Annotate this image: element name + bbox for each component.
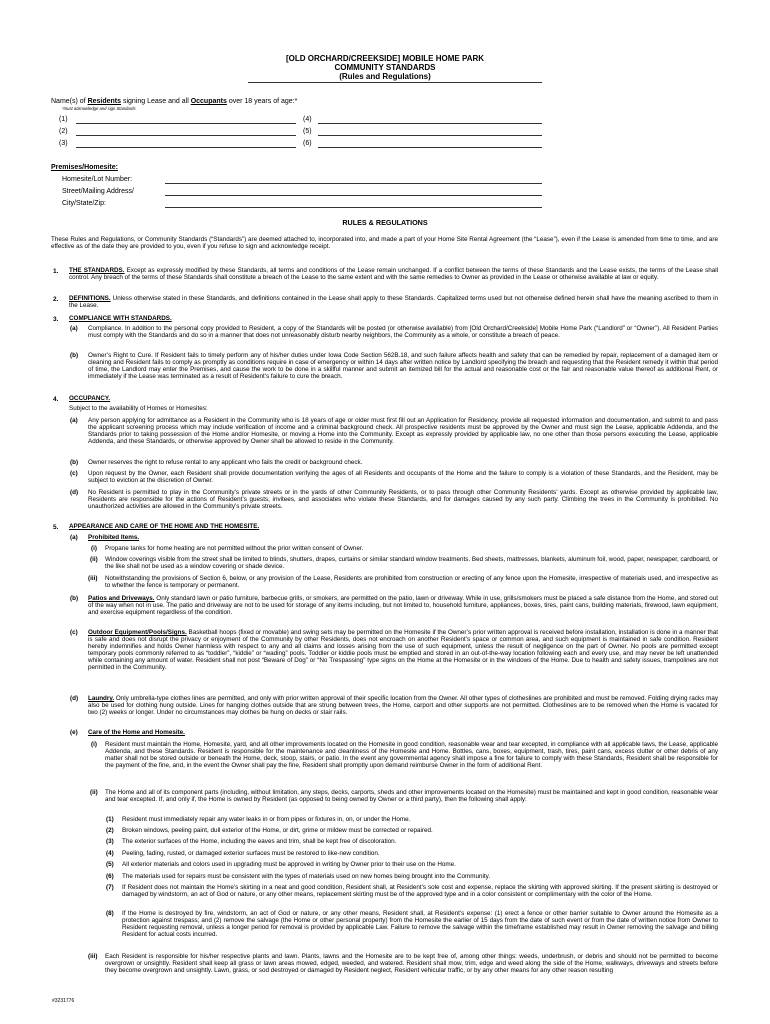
residents-term: Residents (87, 98, 122, 105)
s5-n3-text: The exterior surfaces of the Home, including the eaves and trim, shall be kept free of discoloration. (122, 838, 397, 845)
s4-b-label: (b) (70, 459, 79, 466)
section-4-number: 4. (53, 396, 59, 403)
s5-n5-text: All exterior materials and colors used in upgrading must be approved in writing by Owner prior to their use on the Home. (122, 861, 456, 868)
name-line-3[interactable] (76, 147, 296, 148)
premises-street-label: Street/Mailing Address/ (62, 188, 134, 195)
section-1-title: THE STANDARDS. (69, 267, 125, 274)
section-1-text: THE STANDARDS. Except as expressly modified by these Standards, all terms and conditions of the Lease remain unchanged. If a conflict between the terms of these Standards and the Lease exists, the terms of the Lease shall control. Any breach of the terms of these Standards shall constitute a breach of the Lease to the same extent and with the same remedies to Owner as provided in the Lease or otherwise available at law or equity. (69, 267, 719, 281)
s5-a-i-label: (i) (91, 545, 97, 552)
s5-n7-text: If Resident does not maintain the Home’s skirting in a neat and good condition, Resident shall, at Resident’s sole cost and expense, replace the skirting with approved skirting. If the present skirting is destroyed or damaged by windstorm, an act of God or nature, or any other means, replacement skirting must be of the approved type and in a color consistent or complimentary with the color of the Home. (122, 884, 718, 898)
doc-title-line1: [OLD ORCHARD/CREEKSIDE] MOBILE HOME PARK (285, 54, 485, 63)
s5-n4-label: (4) (106, 850, 114, 857)
name-line-6[interactable] (318, 147, 542, 148)
names-note: *must acknowledge and sign Standards (62, 106, 136, 111)
s5-n6-label: (6) (106, 873, 114, 880)
s5-a-iii-text: Notwithstanding the provisions of Section 6, below, or any provision of the Lease, Residents are prohibited from construction or erecting of any fence upon the Homesite, irrespective of materials used, and irrespective as to whether the fence is temporary or permanent. (105, 575, 718, 589)
s5-n3-label: (3) (106, 838, 114, 845)
premises-title: Premises/Homesite: (51, 164, 118, 171)
intro-paragraph: These Rules and Regulations, or Community Standards (“Standards”) are deemed attached to, incorporated into, and made a part of your Home Site Rental Agreement (the “Lease”), even if the Lease is amended from time to time, and are effective as of the date they are provided to you, even if you refuse to sign and acknowledge receipt. (51, 236, 718, 250)
s5-b-title: Patios and Driveways. (88, 595, 155, 602)
s4-subtitle: Subject to the availability of Homes or Homesites: (69, 405, 208, 412)
s5-e-label: (e) (70, 729, 78, 736)
s5-a-ii-label: (ii) (90, 556, 98, 563)
s3-a-label: (a) (70, 325, 78, 332)
name-slot-5: (5) (303, 128, 312, 135)
s5-b-label: (b) (70, 595, 79, 602)
s3-a-text: Compliance. In addition to the personal copy provided to Resident, a copy of the Standards will be posted (or otherwise available) from [Old Orchard/Creekside] Mobile Home Park (“Landlord” or “Owner”). All Resident Parties must comply with the Standards and do so in a manner that does not unreasonably disturb nearby neighbors, the Community as a whole, or constitute a breach of peace. (88, 325, 718, 339)
premises-street-line[interactable] (165, 195, 542, 196)
s5-e-title: Care of the Home and Homesite. (88, 729, 185, 736)
s5-e-ii-label: (ii) (90, 789, 98, 796)
s5-a-label: (a) (70, 534, 78, 541)
section-2-title: DEFINITIONS. (69, 295, 111, 302)
name-slot-3: (3) (59, 140, 68, 147)
doc-title-line2: COMMUNITY STANDARDS (334, 63, 436, 72)
doc-title-line3: (Rules and Regulations) (339, 72, 431, 81)
name-line-2[interactable] (76, 135, 296, 136)
section-3-title: COMPLIANCE WITH STANDARDS. (69, 315, 172, 322)
s5-n1-label: (1) (106, 816, 114, 823)
s5-n7-label: (7) (106, 884, 114, 891)
s4-a-label: (a) (70, 417, 78, 424)
s5-n8-text: If the Home is destroyed by fire, windstorm, an act of God or nature, or any other means, Resident shall, at Resident’s expense: (1) erect a fence or other barrier suitable to Owner around the Homesite as a protection against trespass; and (2) remove the salvage (the Home or other personal property) from the Homesite the earlier of 15 days from the date of such event or from the date of written notice from Owner to Resident requesting removal, unless a longer period for removal is provided by applicable Law. Failure to remove the salvage within the timeframe established may result in Owner removing the salvage and billing Resident for actual costs incurred. (122, 910, 718, 938)
s5-e-i-text: Resident must maintain the Home, Homesite, yard, and all other improvements located on the Homesite in good condition, reasonable wear and tear excepted, in compliance with all applicable laws, the Lease, applicable Addenda, and these Standards. Resident is responsible for the maintenance and cleanliness of the Homesite and Home. Bottles, cans, boxes, equipment, trash, tires, paint cans, excess clutter or other debris of any matter shall not be stored outside or beneath the Home, deck, stoop, stairs, or patio. In the event any governmental agency shall impose a fine for failure to comply with these Standards, Resident shall be responsible for the payment of the fine, and, in the event the Owner shall pay the fine, Resident shall promptly upon demand reimburse Owner in the form of additional Rent. (105, 741, 718, 769)
s5-a-i-text: Propane tanks for home heating are not permitted without the prior written consent of Owner. (105, 545, 364, 552)
s3-b-text: Owner’s Right to Cure. If Resident fails to timely perform any of his/her duties under Iowa Code Section 562B.18, and such failure affects health and safety that can be remedied by repair, replacement of a damaged item or cleaning and Resident fails to comply as promptly as conditions require in case of emergency or within 14 days after written notice by Landlord specifying the breach and requesting that the Resident remedy it within that period of time, the Landlord may enter the Premises, and cause the work to be done in a skillful manner and submit an itemized bill for the actual and reasonable cost or the fair and reasonable value thereof as additional Rent, or immediately if the Lease was terminated as a result of Resident’s failure to cure the breach. (88, 352, 718, 380)
s5-b-text: Patios and Driveways. Only standard lawn or patio furniture, barbecue grills, or smokers, are permitted on the patio, lawn or driveway. While in use, grills/smokers must be placed a safe distance from the Home, and stored out of the way when not in use. The patio and driveway are not to be used for storage of any items including, but not limited to, household furniture, appliances, boxes, tires, paint cans, building materials, firewood, lawn equipment, and exercise equipment regardless of the condition. (88, 595, 718, 616)
section-2-text: DEFINITIONS. Unless otherwise stated in these Standards, and definitions contained in the Lease shall apply to these Standards. Capitalized terms used but not otherwise defined herein shall have the meaning ascribed to them in the Lease. (69, 295, 718, 309)
s5-d-title: Laundry. (88, 695, 115, 702)
section-4-title: OCCUPANCY. (69, 395, 111, 402)
header-rule (248, 82, 542, 83)
s5-d-text: Laundry. Only umbrella-type clothes lines are permitted, and only with prior written approval of their specific location from the Owner. All other types of clotheslines are prohibited and must be removed. Folding drying racks may also be used for clothing hung outside. Lines for hanging clothes outside that are strung between trees, the Home, carport and other supports are not permitted. Clotheslines are to be removed when the Home is vacated for two (2) weeks or longer. Under no circumstances may clothes be hung on decks or stair rails. (88, 695, 718, 716)
s5-e-iii-label: (iii) (88, 953, 98, 960)
s5-n2-label: (2) (106, 827, 114, 834)
footer-doc-number: #3231776 (52, 998, 75, 1004)
name-slot-1: (1) (59, 116, 68, 123)
s5-n4-text: Peeling, fading, rusted, or damaged exterior surfaces must be restored to like-new condition. (122, 850, 380, 857)
name-slot-6: (6) (303, 140, 312, 147)
s4-c-text: Upon request by the Owner, each Resident shall provide documentation verifying the ages of all Residents and occupants of the Home and the failure to comply is a violation of these Standards, and the Resident, may be subject to eviction at the discretion of Owner. (88, 470, 718, 484)
s5-a-title: Prohibited Items. (88, 534, 140, 541)
name-slot-2: (2) (59, 128, 68, 135)
name-slot-4: (4) (303, 116, 312, 123)
s4-d-label: (d) (70, 489, 79, 496)
s5-n6-text: The materials used for repairs must be consistent with the types of materials used on new homes being brought into the Community. (122, 873, 491, 880)
s5-e-iii-text: Each Resident is responsible for his/her respective plants and lawn. Plants, lawns and the Homesite are to be kept free of, among other things: weeds, underbrush, or debris and should not be permitted to become overgrown or unsightly. Resident shall keep all grass or lawn areas mowed, edged, weeded, and watered. Resident shall mow, trim, edge and weed along the side of the Home, walkways, driveways and streets before they become overgrown and unsightly. Lawn, grass, or sod destroyed or damaged by Resident neglect, Resident vehicular traffic, or by any other means for any other reason resulting (105, 953, 718, 974)
section-1-number: 1. (53, 268, 59, 275)
s4-b-text: Owner reserves the right to refuse rental to any applicant who fails the credit or background check. (88, 459, 363, 466)
s3-b-label: (b) (70, 352, 79, 359)
section-3-number: 3. (53, 316, 59, 323)
s5-e-ii-text: The Home and all of its component parts (including, without limitation, any steps, decks, carports, sheds and other improvements located on the Homesite) must be maintained and kept in good condition, reasonable wear and tear excepted. If, and only if, the Home is owned by Resident (as opposed to being owned by Owner or a third party), then the following shall apply: (105, 789, 718, 803)
s5-n2-text: Broken windows, peeling paint, dull exterior of the Home, or dirt, grime or mildew must be corrected or repaired. (122, 827, 433, 834)
premises-city-label: City/State/Zip: (62, 200, 106, 207)
section-5-title: APPEARANCE AND CARE OF THE HOME AND THE HOMESITE. (69, 523, 260, 530)
s5-a-iii-label: (iii) (88, 575, 98, 582)
section-5-number: 5. (53, 524, 59, 531)
s5-a-ii-text: Window coverings visible from the street shall be limited to blinds, shutters, drapes, curtains or similar standard window treatments. Bed sheets, mattresses, blankets, aluminum foil, wood, paper, newspaper, cardboard, or the like shall not be used as a window covering or shade device. (105, 556, 718, 570)
premises-lot-line[interactable] (165, 183, 542, 184)
premises-city-line[interactable] (165, 207, 542, 208)
occupants-term: Occupants (190, 98, 227, 105)
s4-a-text: Any person applying for admittance as a Resident in the Community who is 18 years of age or older must first fill out an Application for Residency, provide all requested information and documentation, and submit to and pass the applicant screening process which may include verification of income and a criminal background check. All prospective residents must be approved by the Owner and must sign the Lease, applicable Addenda, and the Standards prior to taking possession of the Home and/or Homesite, or moving a Home into the Community. Except as expressly provided by applicable law, no one other than those persons executing the Lease, applicable Addenda, and these Standards, or otherwise approved by Owner shall be allowed to reside in the Community. (88, 417, 718, 445)
name-line-1[interactable] (76, 123, 296, 124)
s5-c-text: Outdoor Equipment/Pools/Signs. Basketball hoops (fixed or movable) and swing sets may be permitted on the Homesite if the Owner’s prior written approval is received before installation, installation is done in a manner that is safe and does not disrupt the privacy or enjoyment of the Community by other Residents, does not encroach on another Resident’s space or common area, and such equipment is maintained in safe condition. Resident hereby indemnifies and holds Owner harmless with respect to any and all claims and losses arising from the use of such equipment, unless the result of negligence on the part of Owner. No pools are permitted except temporary pools commonly referred to as “toddler”, “kiddie” or “wading” pools. Toddler or kiddie pools must be emptied and stored in an out-of-the-way location following each and every use, and may never be left unattended while containing any amount of water. Resident shall not post “Beware of Dog” or “No Trespassing” type signs on the Home at the Homesite or in the windows of the Home. Due to health and safety issues, trampolines are not permitted in the Community. (88, 629, 718, 671)
name-line-5[interactable] (318, 135, 542, 136)
s5-n5-label: (5) (106, 861, 114, 868)
s5-n8-label: (8) (106, 910, 114, 917)
s5-c-label: (c) (70, 629, 78, 636)
s5-n1-text: Resident must immediately repair any water leaks in or from pipes or fixtures in, on, or under the Home. (122, 816, 411, 823)
premises-lot-label: Homesite/Lot Number: (62, 176, 133, 183)
s4-c-label: (c) (70, 470, 78, 477)
s5-c-title: Outdoor Equipment/Pools/Signs. (88, 629, 187, 636)
s4-d-text: No Resident is permitted to play in the Community’s private streets or in the yards of other Community Residents, or to pass through other Community Residents’ yards. Except as otherwise provided by applicable law, Residents are responsible for the actions of Resident’s guests, invitees, and associates who violate these Standards, and for damages caused by any such party. Climbing the trees in the Community is prohibited. No unauthorized activities are allowed in the Community’s private streets. (88, 489, 718, 510)
name-line-4[interactable] (318, 123, 542, 124)
names-prompt: Name(s) of Residents signing Lease and all Occupants over 18 years of age:* (51, 98, 298, 105)
rules-title: RULES & REGULATIONS (342, 218, 428, 227)
s5-e-i-label: (i) (91, 741, 97, 748)
s5-d-label: (d) (70, 695, 79, 702)
section-2-number: 2. (53, 296, 59, 303)
